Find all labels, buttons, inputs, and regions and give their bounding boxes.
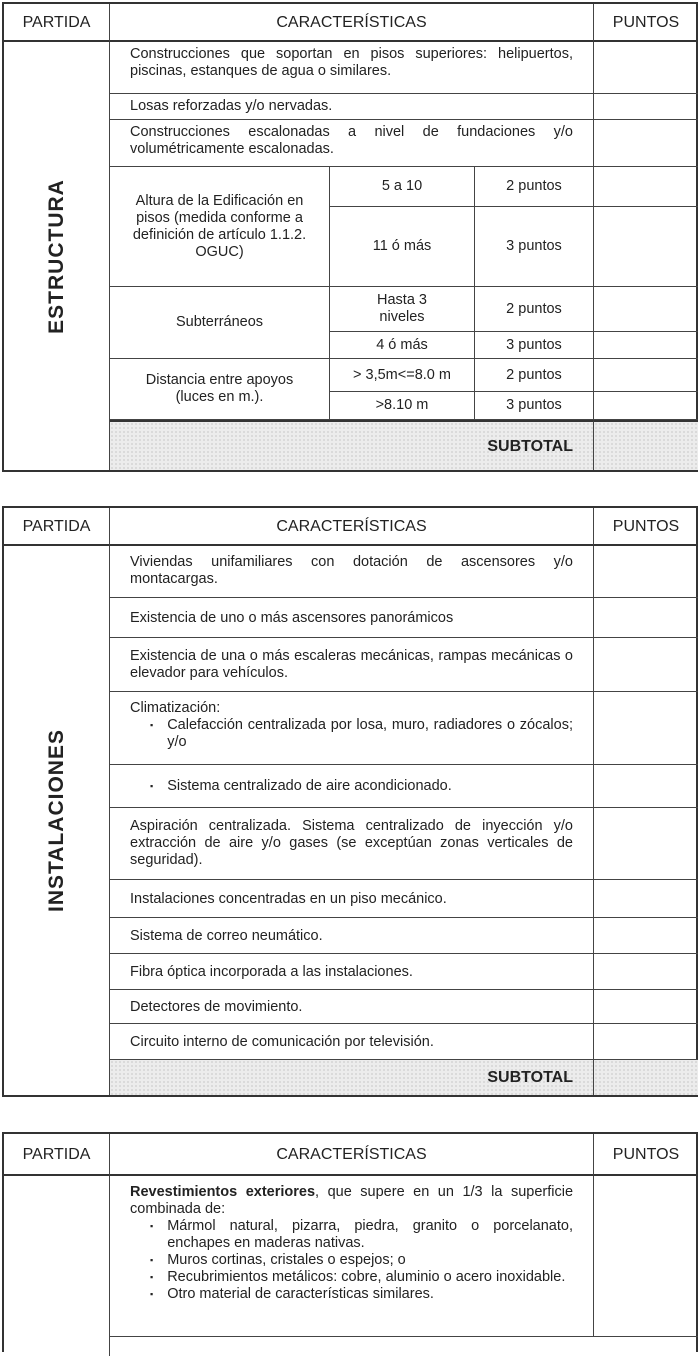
partida-estructura: ESTRUCTURA (4, 42, 110, 470)
puntos-cell[interactable] (594, 207, 698, 287)
row-text: Instalaciones concentradas en un piso mecánico. (110, 880, 594, 918)
puntos-cell[interactable] (594, 392, 698, 420)
bullet-item: ▪ Recubrimientos metálicos: cobre, aluminio o acero inoxidable. (130, 1269, 573, 1286)
row-text: Detectores de movimiento. (110, 990, 594, 1024)
instalaciones-table (2, 506, 698, 1097)
header-partida: PARTIDA (4, 1134, 110, 1176)
puntos-cell[interactable] (594, 287, 698, 332)
bullet-item: ▪ Sistema centralizado de aire acondicionado. (130, 778, 573, 795)
puntos-cell[interactable] (594, 808, 698, 880)
subterraneos-opt1: Hasta 3 niveles (330, 287, 475, 332)
climatizacion-title: Climatización: (130, 700, 221, 716)
row-text: Fibra óptica incorporada a las instalaciones. (110, 954, 594, 990)
subterraneos-opt2: 4 ó más (330, 332, 475, 359)
puntos-cell[interactable] (594, 332, 698, 359)
puntos-cell[interactable] (594, 638, 698, 692)
subterraneos-pts2: 3 puntos (475, 332, 594, 359)
distancia-pts1: 2 puntos (475, 359, 594, 392)
row-text: Sistema de correo neumático. (110, 918, 594, 954)
subtotal-value[interactable] (594, 1060, 698, 1095)
subtotal-label: SUBTOTAL (110, 1060, 594, 1095)
puntos-cell[interactable] (594, 167, 698, 207)
header-caracteristicas: CARACTERÍSTICAS (110, 4, 594, 42)
header-puntos: PUNTOS (594, 4, 698, 42)
header-partida: PARTIDA (4, 4, 110, 42)
climatizacion-row-2 (110, 765, 594, 808)
altura-pts2: 3 puntos (475, 207, 594, 287)
bullet-item: ▪ Muros cortinas, cristales o espejos; o (130, 1252, 573, 1269)
row-text: Existencia de uno o más ascensores panorámicos (110, 598, 594, 638)
terminaciones-table (2, 1132, 698, 1352)
row-text: Aspiración centralizada. Sistema centralizado de inyección y/o extracción de aire y/o gases (se exceptúan zonas verticales de seguridad). (110, 808, 594, 880)
estructura-table (2, 2, 698, 472)
puntos-cell[interactable] (594, 880, 698, 918)
puntos-cell[interactable] (594, 990, 698, 1024)
puntos-cell[interactable] (594, 359, 698, 392)
distancia-opt1: > 3,5m<=8.0 m (330, 359, 475, 392)
subterraneos-label: Subterráneos (110, 287, 330, 359)
puntos-cell[interactable] (594, 42, 698, 94)
row-text: Existencia de una o más escaleras mecánicas, rampas mecánicas o elevador para vehículos. (110, 638, 594, 692)
puntos-cell[interactable] (594, 954, 698, 990)
puntos-cell[interactable] (594, 692, 698, 765)
header-puntos: PUNTOS (594, 1134, 698, 1176)
altura-pts1: 2 puntos (475, 167, 594, 207)
bullet-item: ▪ Otro material de características similares. (130, 1286, 573, 1303)
partida-instalaciones: INSTALACIONES (4, 546, 110, 1095)
header-caracteristicas: CARACTERÍSTICAS (110, 508, 594, 546)
header-puntos: PUNTOS (594, 508, 698, 546)
altura-opt1: 5 a 10 (330, 167, 475, 207)
puntos-cell[interactable] (594, 765, 698, 808)
puntos-cell[interactable] (594, 598, 698, 638)
distancia-label: Distancia entre apoyos (luces en m.). (110, 359, 330, 420)
subtotal-value[interactable] (594, 420, 698, 470)
bullet-item: ▪ Mármol natural, pizarra, piedra, granito o porcelanato, enchapes en maderas nativas. (130, 1218, 573, 1252)
altura-label: Altura de la Edificación en pisos (medida conforme a definición de artículo 1.1.2. OGUC) (110, 167, 330, 287)
puntos-cell[interactable] (594, 94, 698, 120)
climatizacion-row (110, 692, 594, 765)
revestimientos-intro: Revestimientos exteriores, que supere en un 1/3 la superficie combinada de: (130, 1184, 574, 1217)
altura-opt2: 11 ó más (330, 207, 475, 287)
header-partida: PARTIDA (4, 508, 110, 546)
header-caracteristicas: CARACTERÍSTICAS (110, 1134, 594, 1176)
revestimientos-row (110, 1176, 594, 1337)
row-text: Circuito interno de comunicación por televisión. (110, 1024, 594, 1060)
distancia-pts2: 3 puntos (475, 392, 594, 420)
puntos-cell[interactable] (594, 1024, 698, 1060)
puntos-cell[interactable] (594, 120, 698, 167)
row-text: Losas reforzadas y/o nervadas. (110, 94, 594, 120)
puntos-cell[interactable] (594, 918, 698, 954)
partida-cell (4, 1176, 110, 1356)
puntos-cell[interactable] (594, 1176, 698, 1337)
puntos-cell[interactable] (594, 546, 698, 598)
bullet-item: ▪ Calefacción centralizada por losa, muro, radiadores o zócalos; y/o (130, 717, 573, 751)
subterraneos-pts1: 2 puntos (475, 287, 594, 332)
row-text: Construcciones escalonadas a nivel de fundaciones y/o volumétricamente escalonadas. (110, 120, 594, 167)
row-text: Viviendas unifamiliares con dotación de ascensores y/o montacargas. (110, 546, 594, 598)
subtotal-label: SUBTOTAL (110, 420, 594, 470)
distancia-opt2: >8.10 m (330, 392, 475, 420)
row-text: Construcciones que soportan en pisos superiores: helipuertos, piscinas, estanques de agua o similares. (110, 42, 594, 94)
